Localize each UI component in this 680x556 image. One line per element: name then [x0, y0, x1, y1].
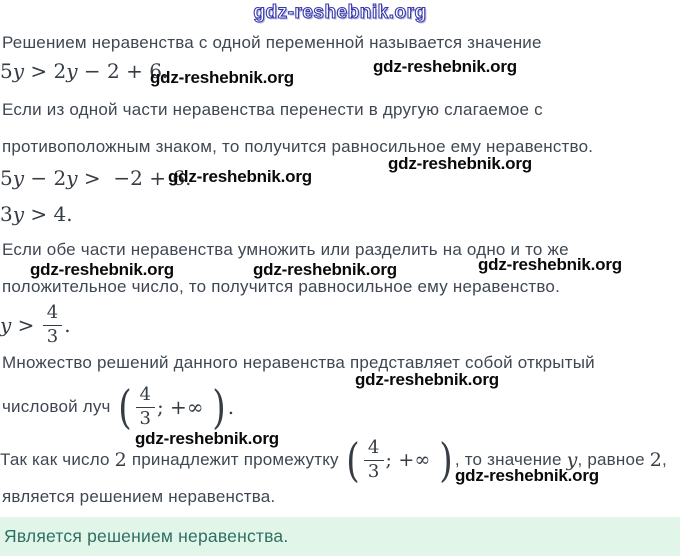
math-variable: y	[66, 59, 78, 83]
math-tail: 4.	[53, 202, 73, 226]
math-number: 3	[0, 202, 13, 226]
math-period: .	[227, 395, 235, 419]
math-operator: >	[24, 59, 54, 83]
site-watermark: gdz-reshebnik.org	[355, 370, 499, 389]
text-chunk: принадлежит промежутку	[126, 450, 344, 469]
math-separator: ;	[385, 449, 393, 471]
paragraph-solution-set: Множество решений данного неравенства представляет собой открытый	[2, 353, 595, 372]
paragraph-multiply-rule-line1: Если обе части неравенства умножить или разделить на одно и то же	[2, 240, 569, 259]
paragraph-multiply-rule-line2: положительное число, то получится равносильное ему неравенство.	[2, 277, 561, 296]
math-number: 2	[53, 59, 67, 83]
fraction	[364, 438, 384, 482]
math-separator: ;	[156, 395, 164, 419]
math-operator: >	[77, 166, 108, 190]
math-tail: − 2 + 6.	[77, 59, 169, 83]
math-tail: −2 + 6.	[107, 166, 192, 190]
math-operator: −	[24, 166, 54, 190]
fraction-numerator: 4	[43, 303, 62, 326]
open-paren: (	[117, 380, 132, 434]
text-chunk: , равное	[577, 450, 650, 469]
math-variable: y	[12, 59, 25, 83]
answer-text: Является решением неравенства.	[4, 526, 289, 546]
math-variable: y	[566, 449, 578, 471]
formula-number-ray	[2, 381, 234, 433]
fraction-denominator: 3	[46, 325, 59, 347]
site-watermark: gdz-reshebnik.org	[135, 429, 279, 448]
formula-solution-fraction	[0, 299, 71, 351]
paragraph-transfer-rule-line2: противоположным знаком, то получится равносильное ему неравенство.	[2, 137, 594, 156]
math-variable: y	[0, 313, 12, 337]
site-watermark: gdz-reshebnik.org	[478, 255, 622, 274]
site-watermark-header: gdz-reshebnik.org	[253, 2, 427, 23]
site-watermark: gdz-reshebnik.org	[30, 260, 174, 279]
formula-initial-inequality	[0, 59, 168, 83]
answer-highlight-box	[0, 517, 680, 556]
math-infinity: +∞	[392, 449, 437, 471]
close-paren: )	[439, 433, 453, 487]
math-number: 2	[114, 449, 127, 471]
math-operator: >	[11, 313, 41, 337]
formula-rearranged-inequality	[0, 166, 191, 190]
math-period: .	[64, 313, 71, 337]
fraction-numerator: 4	[364, 438, 384, 461]
text-chunk: Так как число	[0, 450, 115, 469]
site-watermark: gdz-reshebnik.org	[455, 466, 599, 485]
fraction-numerator: 4	[136, 385, 155, 408]
text-chunk: ,	[662, 450, 667, 469]
fraction-denominator: 3	[139, 407, 151, 429]
site-watermark: gdz-reshebnik.org	[253, 260, 397, 279]
site-watermark: gdz-reshebnik.org	[388, 154, 532, 173]
open-paren: (	[345, 433, 360, 487]
math-number: 5	[0, 59, 13, 83]
ray-label: числовой луч	[2, 397, 116, 416]
math-number: 2	[53, 166, 67, 190]
fraction-denominator: 3	[367, 460, 380, 482]
close-paren: )	[212, 380, 226, 434]
fraction	[43, 303, 62, 347]
site-watermark: gdz-reshebnik.org	[168, 167, 312, 186]
fraction	[136, 385, 155, 429]
site-watermark: gdz-reshebnik.org	[373, 57, 517, 76]
text-chunk: , то значение	[454, 450, 567, 469]
math-infinity: +∞	[163, 395, 210, 419]
paragraph-is-solution: является решением неравенства.	[2, 487, 276, 506]
math-number: 5	[0, 166, 13, 190]
paragraph-transfer-rule-line1: Если из одной части неравенства перенести в другую слагаемое с	[2, 100, 543, 119]
math-number: 2	[649, 449, 663, 471]
math-operator: >	[24, 202, 54, 226]
math-variable: y	[12, 166, 25, 190]
site-watermark: gdz-reshebnik.org	[150, 68, 294, 87]
math-variable: y	[12, 202, 25, 226]
math-variable: y	[66, 166, 78, 190]
paragraph-definition: Решением неравенства с одной переменной называется значение	[2, 33, 542, 52]
formula-simplified-inequality	[0, 202, 73, 226]
